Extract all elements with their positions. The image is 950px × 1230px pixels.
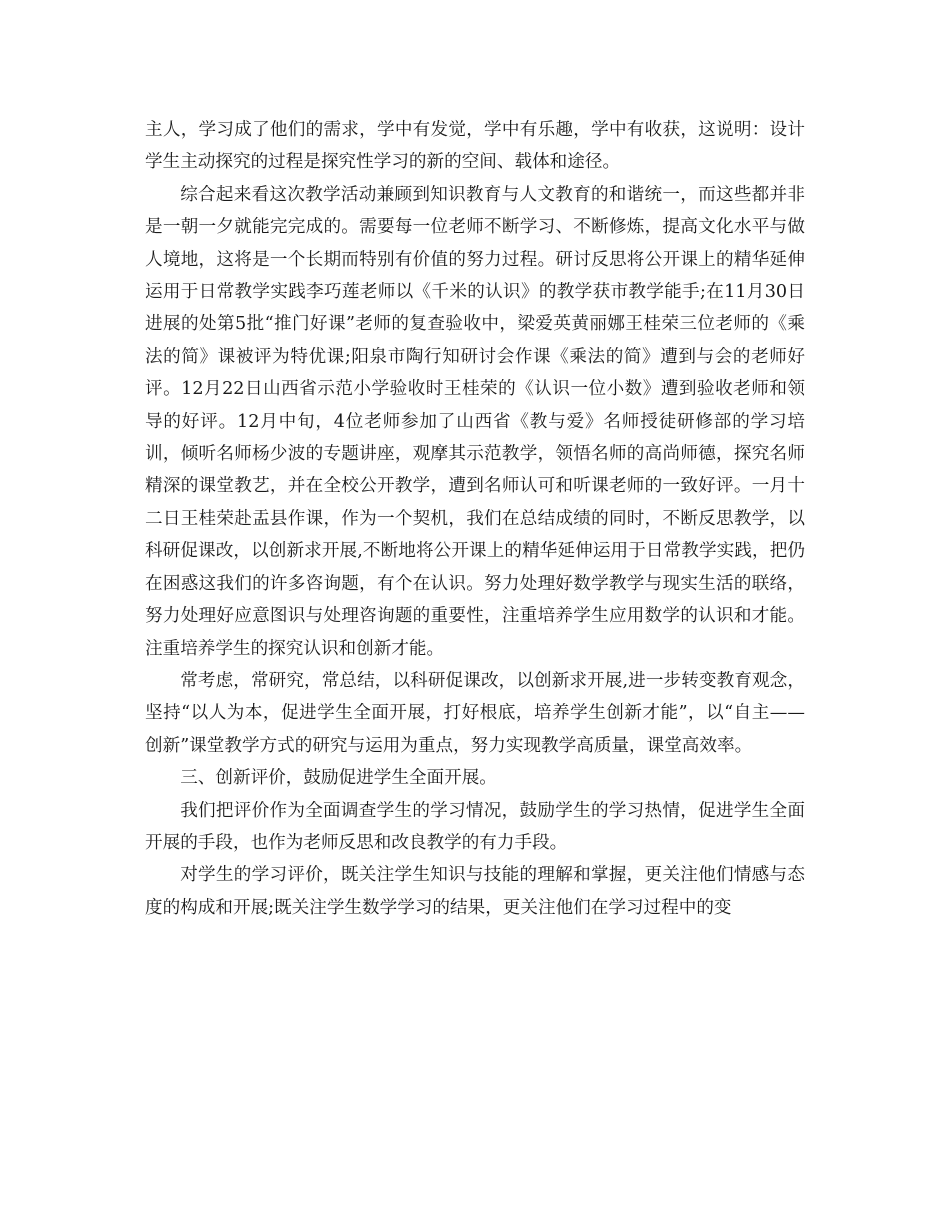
paragraph-continuation: 主人，学习成了他们的需求，学中有发觉，学中有乐趣，学中有收获，这说明：设计学生主动探究的过程是探究性学习的新的空间、载体和途径。 xyxy=(145,120,805,173)
paragraph-teaching-activity-summary: 综合起来看这次教学活动兼顾到知识教育与人文教育的和谐统一，而这些都并非是一朝一夕就能完完成的。需要每一位老师不断学习、不断修炼，提高文化水平与做人境地，这将是一个长期而特别有价值的努力过程。研讨反思将公开课上的精华延伸运用于日常教学实践李巧莲老师以《千米的认识》的教学获市教学能手;在11月30日进展的处第5批“推门好课”老师的复查验收中，梁爱英黄丽娜王桂荣三位老师的《乘法的简》课被评为特优课;阳泉市陶行知研讨会作课《乘法的简》遭到与会的老师好评。12月22日山西省示范小学验收时王桂荣的《认识一位小数》遭到验收老师和领导的好评。12月中旬，4位老师参加了山西省《教与爱》名师授徒研修部的学习培训，倾听名师杨少波的专题讲座，观摩其示范教学，领悟名师的高尚师德，探究名师精深的课堂教艺，并在全校公开教学，遭到名师认可和听课老师的一致好评。一月十二日王桂荣赴盂县作课，作为一个契机，我们在总结成绩的同时，不断反思教学，以科研促课改，以创新求开展,不断地将公开课上的精华延伸运用于日常教学实践，把仍在困惑这我们的许多咨询题，有个在认识。努力处理好数学教学与现实生活的联络，努力处理好应意图识与处理咨询题的重要性，注重培养学生应用数学的认识和才能。注重培养学生的探究认识和创新才能。 xyxy=(145,184,805,659)
paragraph-evaluation-focus: 对学生的学习评价，既关注学生知识与技能的理解和掌握，更关注他们情感与态度的构成和开展;既关注学生数学学习的结果，更关注他们在学习过程中的变 xyxy=(145,865,805,918)
paragraph-research-reflection: 常考虑，常研究，常总结，以科研促课改，以创新求开展,进一步转变教育观念，坚持“以人为本，促进学生全面开展，打好根底，培养学生创新才能”，以“自主——创新”课堂教学方式的研究与运用为重点，努力实现教学高质量，课堂高效率。 xyxy=(145,670,805,756)
section-heading-innovative-evaluation: 三、创新评价，鼓励促进学生全面开展。 xyxy=(180,768,497,789)
paragraph-evaluation-purpose: 我们把评价作为全面调查学生的学习情况，鼓励学生的学习热情，促进学生全面开展的手段，也作为老师反思和改良教学的有力手段。 xyxy=(145,800,805,853)
document-body xyxy=(145,114,805,924)
